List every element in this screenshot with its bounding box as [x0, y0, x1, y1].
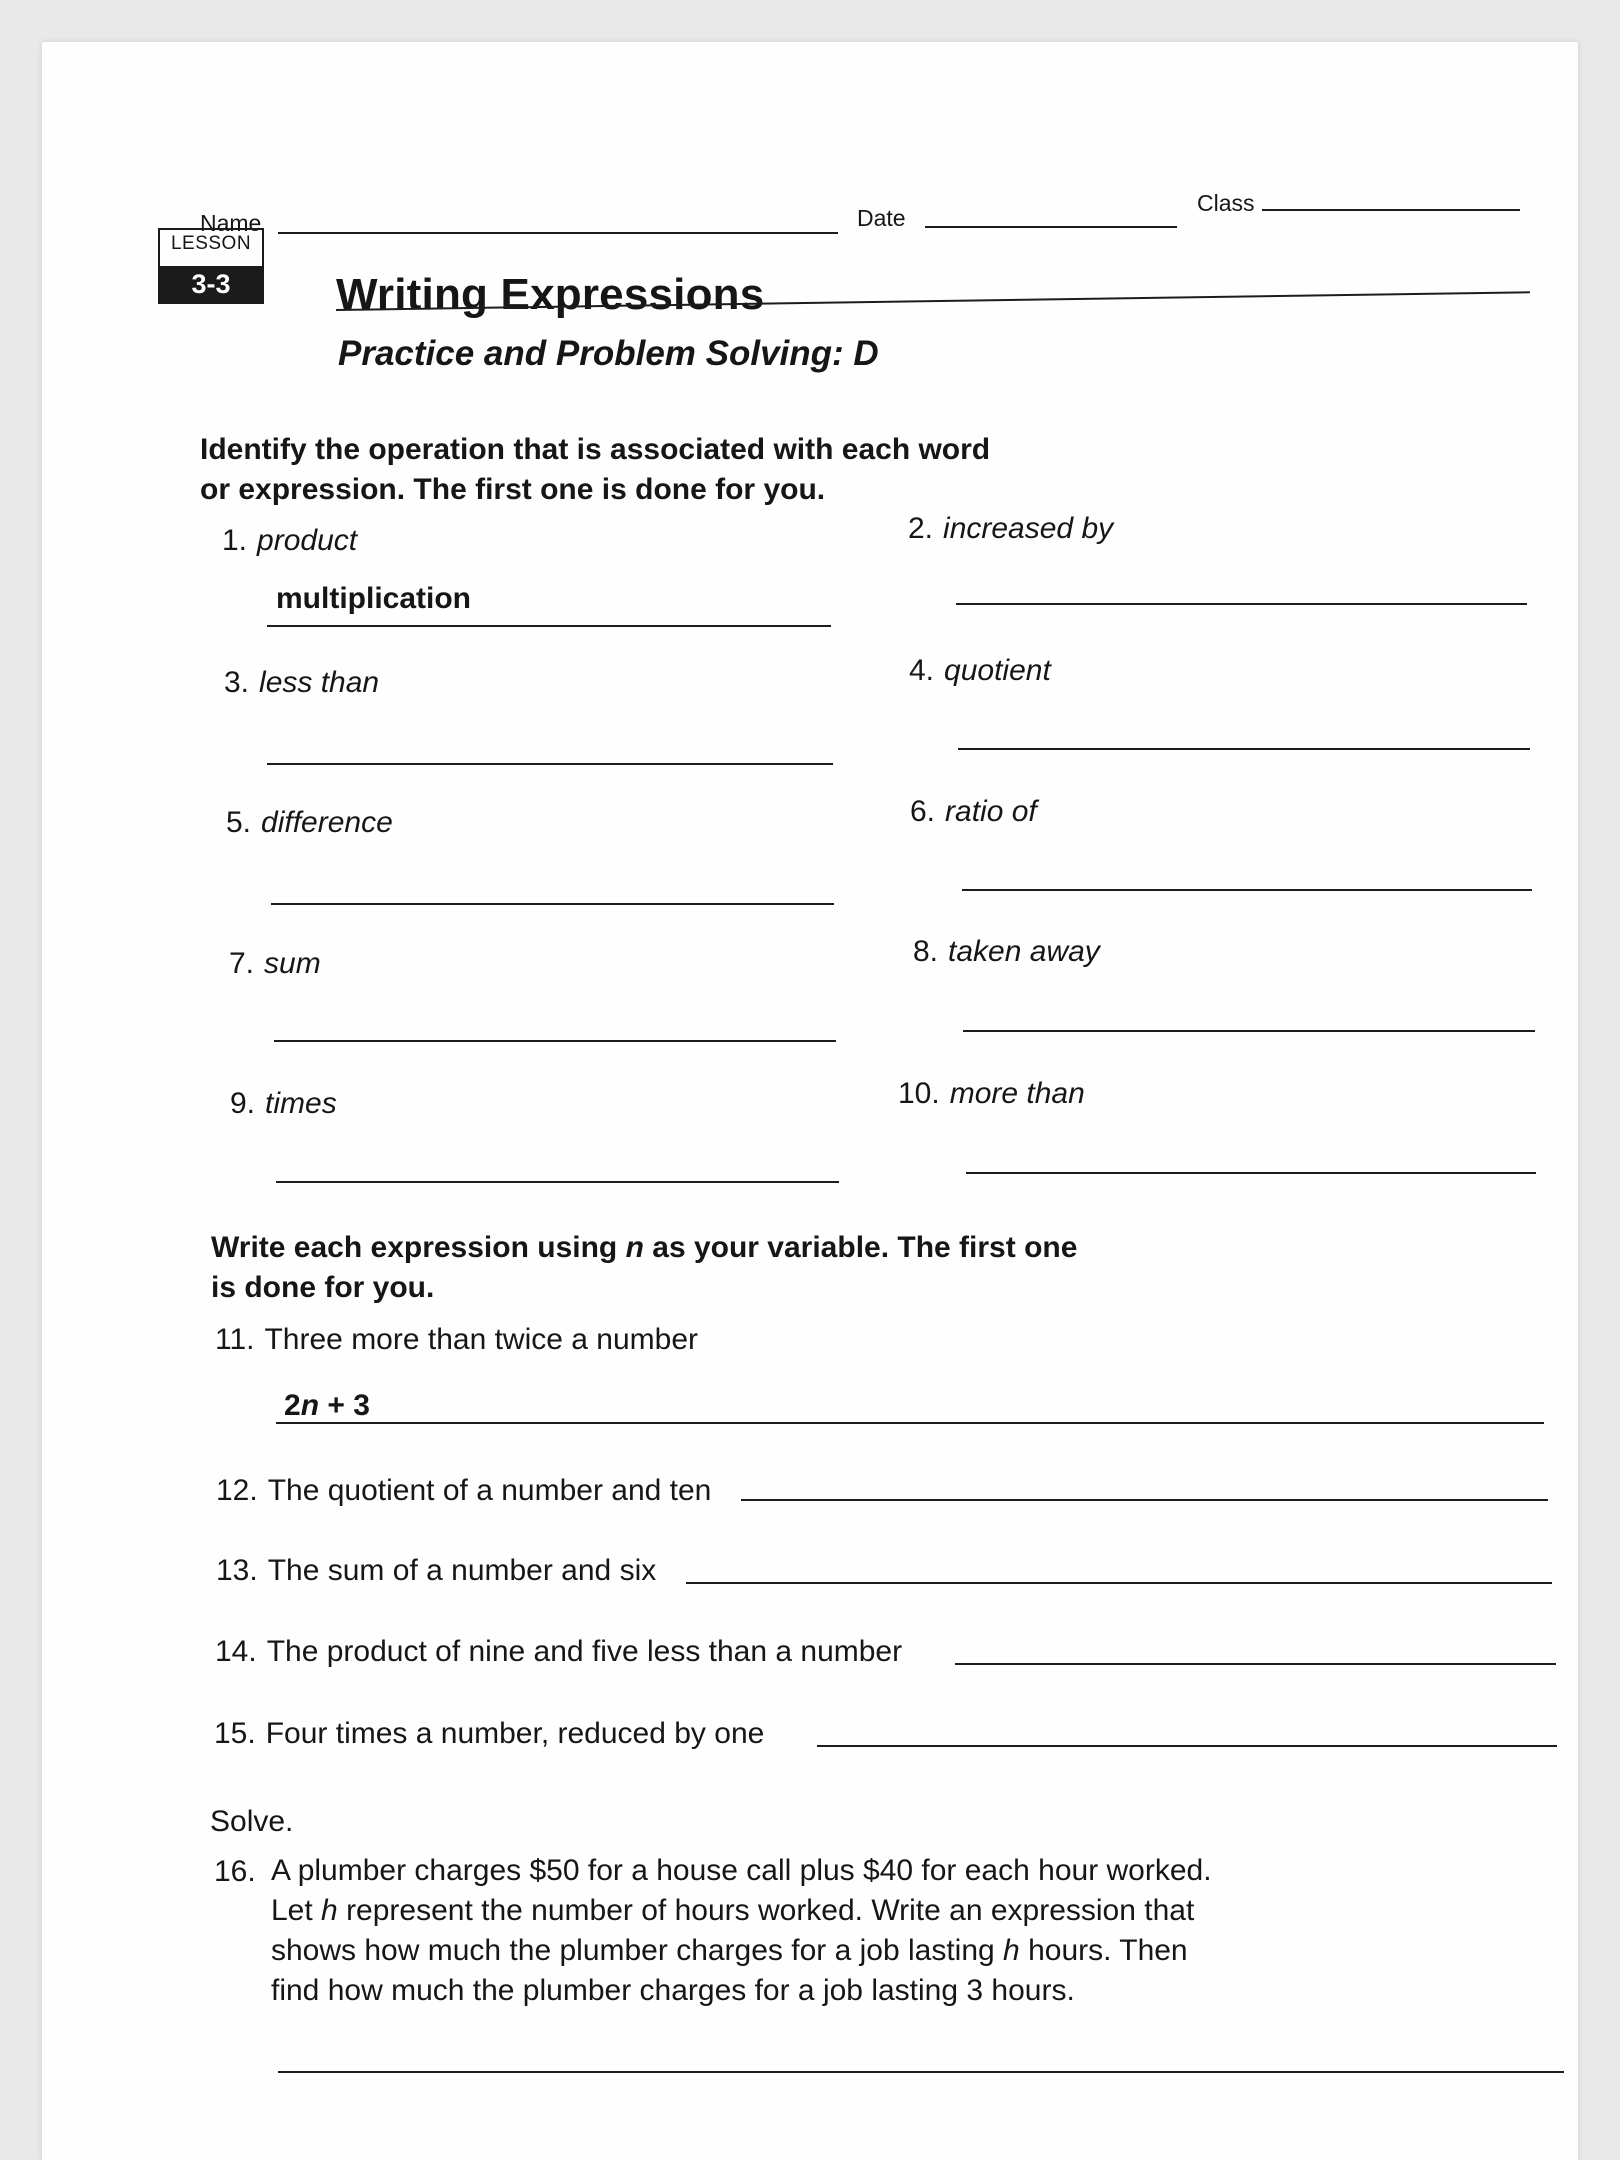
question-number: 12. — [216, 1474, 258, 1507]
question-number: 5. — [226, 806, 252, 839]
answer-4-line[interactable] — [958, 748, 1530, 750]
question-number: 15. — [214, 1717, 256, 1750]
lesson-badge-number: 3-3 — [160, 266, 262, 302]
class-field[interactable] — [1262, 209, 1520, 211]
question-16-line4: find how much the plumber charges for a job lasting 3 hours. — [271, 1974, 1075, 2007]
answer-10-line[interactable] — [966, 1172, 1536, 1174]
answer-9-line[interactable] — [276, 1181, 839, 1183]
question-15 — [214, 1717, 764, 1751]
answer-2-line[interactable] — [956, 603, 1527, 605]
page-subtitle: Practice and Problem Solving: D — [338, 334, 879, 373]
question-number: 2. — [908, 512, 934, 545]
answer-7-line[interactable] — [274, 1040, 836, 1042]
page-title: Writing Expressions — [336, 270, 765, 319]
question-16-line2: Let h represent the number of hours worked. Write an expression that — [271, 1894, 1195, 1927]
question-10 — [898, 1077, 1085, 1111]
question-12 — [216, 1474, 711, 1508]
question-term: increased by — [943, 512, 1114, 545]
question-number: 7. — [229, 947, 255, 980]
question-13 — [216, 1554, 656, 1588]
answer-5-line[interactable] — [271, 903, 834, 905]
answer-1-text: multiplication — [276, 582, 471, 615]
question-16-number: 16. — [214, 1855, 256, 1888]
date-label: Date — [857, 205, 906, 231]
class-label: Class — [1197, 190, 1255, 216]
question-number: 14. — [215, 1635, 257, 1668]
question-number: 13. — [216, 1554, 258, 1587]
question-term: quotient — [944, 654, 1051, 687]
question-number: 9. — [230, 1087, 256, 1120]
question-11 — [215, 1323, 698, 1357]
question-term: times — [265, 1087, 337, 1120]
name-field[interactable] — [278, 232, 838, 234]
question-term: sum — [264, 947, 321, 980]
answer-12-line[interactable] — [741, 1499, 1548, 1501]
question-6 — [910, 795, 1037, 829]
answer-14-line[interactable] — [955, 1663, 1556, 1665]
solve-heading: Solve. — [210, 1805, 294, 1838]
question-number: 3. — [224, 666, 250, 699]
section1-instructions-line1: Identify the operation that is associated with each word — [200, 433, 991, 466]
question-term: difference — [261, 806, 393, 839]
question-number: 6. — [910, 795, 936, 828]
question-1 — [222, 524, 357, 558]
question-text: Three more than twice a number — [264, 1323, 699, 1356]
question-2 — [908, 512, 1113, 546]
question-9 — [230, 1087, 337, 1121]
question-number: 1. — [222, 524, 248, 557]
question-4 — [909, 654, 1051, 688]
answer-8-line[interactable] — [963, 1030, 1535, 1032]
answer-1-line[interactable] — [267, 625, 831, 627]
section1-instructions-line2: or expression. The first one is done for you. — [200, 473, 826, 506]
lesson-badge — [158, 228, 264, 304]
question-term: ratio of — [945, 795, 1037, 828]
name-label: Name — [200, 210, 262, 236]
question-text: The quotient of a number and ten — [267, 1474, 712, 1507]
question-term: taken away — [948, 935, 1100, 968]
answer-13-line[interactable] — [686, 1582, 1552, 1584]
question-term: product — [257, 524, 358, 557]
answer-11-text: 2n + 3 — [284, 1389, 370, 1422]
question-text: The sum of a number and six — [267, 1554, 657, 1587]
lesson-badge-word: LESSON — [170, 233, 252, 254]
question-14 — [215, 1635, 902, 1669]
question-term: less than — [259, 666, 380, 699]
question-number: 4. — [909, 654, 935, 687]
question-text: Four times a number, reduced by one — [265, 1717, 765, 1750]
question-term: more than — [949, 1077, 1085, 1110]
question-number: 10. — [898, 1077, 940, 1110]
section2-instructions-line2: is done for you. — [211, 1271, 435, 1304]
question-16-line3: shows how much the plumber charges for a job lasting h hours. Then — [271, 1934, 1188, 1967]
answer-6-line[interactable] — [962, 889, 1532, 891]
section2-instructions — [211, 1228, 1077, 1308]
question-7 — [229, 947, 321, 981]
section2-instructions-line1: Write each expression using n as your variable. The first one — [211, 1231, 1078, 1264]
question-3 — [224, 666, 379, 700]
answer-11-line[interactable] — [276, 1422, 1544, 1424]
answer-3-line[interactable] — [267, 763, 833, 765]
question-16-line1: A plumber charges $50 for a house call plus $40 for each hour worked. — [271, 1854, 1212, 1887]
question-16-text — [271, 1851, 1212, 2011]
date-field[interactable] — [925, 226, 1177, 228]
question-number: 8. — [913, 935, 939, 968]
answer-15-line[interactable] — [817, 1745, 1557, 1747]
question-5 — [226, 806, 393, 840]
answer-16-line[interactable] — [278, 2071, 1564, 2073]
question-8 — [913, 935, 1100, 969]
section1-instructions — [200, 430, 990, 510]
question-number: 11. — [215, 1323, 255, 1356]
question-text: The product of nine and five less than a number — [266, 1635, 903, 1668]
